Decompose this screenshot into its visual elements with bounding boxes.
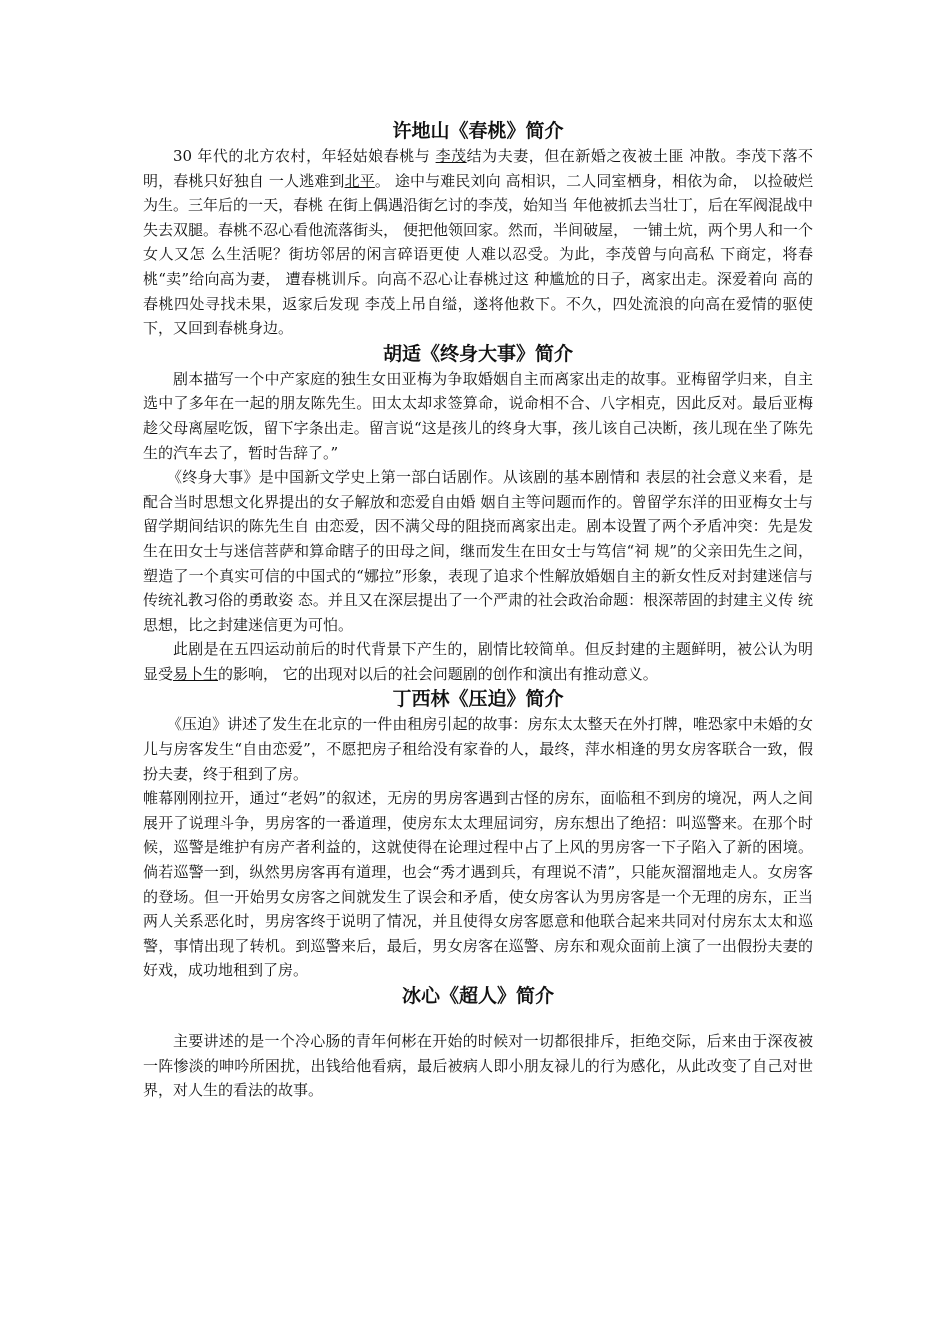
link-beiping[interactable]: 北平 <box>344 171 375 190</box>
link-li-mao[interactable]: 李茂 <box>435 147 467 165</box>
link-ibsen[interactable]: 易卜生 <box>173 664 219 683</box>
section-title-zhongshen-dashi: 胡适《终身大事》简介 <box>382 342 573 365</box>
text-run: 的影响， 它的出现对以后的社会问题剧的创作和演出有推动意义。 <box>218 664 658 683</box>
text-run: 结为夫妻，但在新婚之夜被土匪 冲散。李茂下落不明，春桃只好独自 一人逃难到 <box>143 147 813 190</box>
paragraph-chuntao <box>143 144 813 341</box>
section-title-chaoren: 冰心《超人》简介 <box>401 985 554 1007</box>
paragraph-yapo-plot: 帷幕刚刚拉开，通过“老妈”的叙述，无房的男房客遇到古怪的房东，面临租不到房的境况，两人之间展开了说理斗争，男房客的一番道理，使房东太太理屈词穷，房东想出了绝招：叫巡警来。在那个时候，巡警是维护有房产者利益的，这就使得在论理过程中占了上风的男房客一下子陷入了新的困境。倘若巡警一到，纵然男房客再有道理，也会“秀才遇到兵，有理说不清”，只能灰溜溜地走人。女房客的登场。但一开始男女房客之间就发生了误会和矛盾，使女房客认为男房客是一个无理的房东，正当两人关系恶化时，男房客终于说明了情况，并且使得女房客愿意和他联合起来共同对付房东太太和巡警，事情出现了转机。到巡警来后，最后，男女房客在巡警、房东和观众面前上演了一出假扮夫妻的好戏，成功地租到了房。 <box>143 789 813 980</box>
text-run: 此剧是在五四运动前后的时代背景下产生的，剧情比较简单。但反封建的主题鲜明，被公认为明显受 <box>143 640 813 683</box>
paragraph-chaoren: 主要讲述的是一个冷心肠的青年何彬在开始的时候对一切都很排斥，拒绝交际，后来由于深夜被一阵惨淡的呻吟所困扰，出钱给他看病，最后被病人即小朋友禄儿的行为感化，从此改变了自己对世界，对人生的看法的故事。 <box>143 1032 813 1100</box>
section-title-yapo: 丁西林《压迫》简介 <box>392 688 564 711</box>
paragraph-zhongshen-plot: 剧本描写一个中产家庭的独生女田亚梅为争取婚姻自主而离家出走的故事。亚梅留学归来，自主选中了多年在一起的朋友陈先生。田太太却求签算命，说命相不合、八字相克，因此反对。最后亚梅趁父母离屋吃饭，留下字条出走。留言说“这是孩儿的终身大事，孩儿该自己决断，孩儿现在坐了陈先生的汽车去了，暂时告辞了。” <box>143 369 813 462</box>
text-run: 。 途中与难民刘向 高相识，二人同室栖身，相依为命， 以捡破烂为生。三年后的一天，春桃 在街上偶遇沿街乞讨的李茂，始知当 年他被抓去当壮丁，后在军阀混战中 失去双腿。春桃不忍心看他流落街头， 便把他领回家。然而，半间破屋， 一铺土炕，两个男人和一个女人又怎 么生活呢？街坊邻居的闲言碎语更使 人难以忍受。为此，李茂曾与向高私 下商定，将春桃“卖”给向高为妻， 遭春桃训斥。向高不忍心让春桃过这 种尴尬的日子，离家出走。深爱着向 高的春桃四处寻找未果，返家后发现 李茂上吊自缢，遂将他救下。不久，四处流浪的向高在爱情的驱使下，又回到春桃身边。 <box>143 171 813 338</box>
paragraph-zhongshen-analysis: 《终身大事》是中国新文学史上第一部白话剧作。从该剧的基本剧情和 表层的社会意义来看，是配合当时思想文化界提出的女子解放和恋爱自由婚 姻自主等问题而作的。曾留学东洋的田亚梅女士与留学期间结识的陈先生自 由恋爱，因不满父母的阻挠而离家出走。剧本设置了两个矛盾冲突：先是发 生在田女士与迷信菩萨和算命瞎子的田母之间，继而发生在田女士与笃信“祠 规”的父亲田先生之间，塑造了一个真实可信的中国式的“娜拉”形象，表现了追求个性解放婚姻自主的新女性反对封建迷信与传统礼教习俗的勇敢姿 态。并且又在深层提出了一个严肃的社会政治命题：根深蒂固的封建主义传 统思想，比之封建迷信更为可怕。 <box>143 468 813 634</box>
document-page <box>143 118 813 1103</box>
paragraph-zhongshen-influence <box>143 637 813 686</box>
spacer <box>143 1009 813 1029</box>
text-run: 30 年代的北方农村，年轻姑娘春桃与 <box>173 147 436 165</box>
paragraph-yapo-summary: 《压迫》讲述了发生在北京的一件由租房引起的故事：房东太太整天在外打牌，唯恐家中未婚的女儿与房客发生“自由恋爱”，不愿把房子租给没有家眷的人，最终，萍水相逢的男女房客联合一致，假扮夫妻，终于租到了房。 <box>143 715 813 783</box>
section-title-chuntao: 许地山《春桃》简介 <box>392 120 564 142</box>
